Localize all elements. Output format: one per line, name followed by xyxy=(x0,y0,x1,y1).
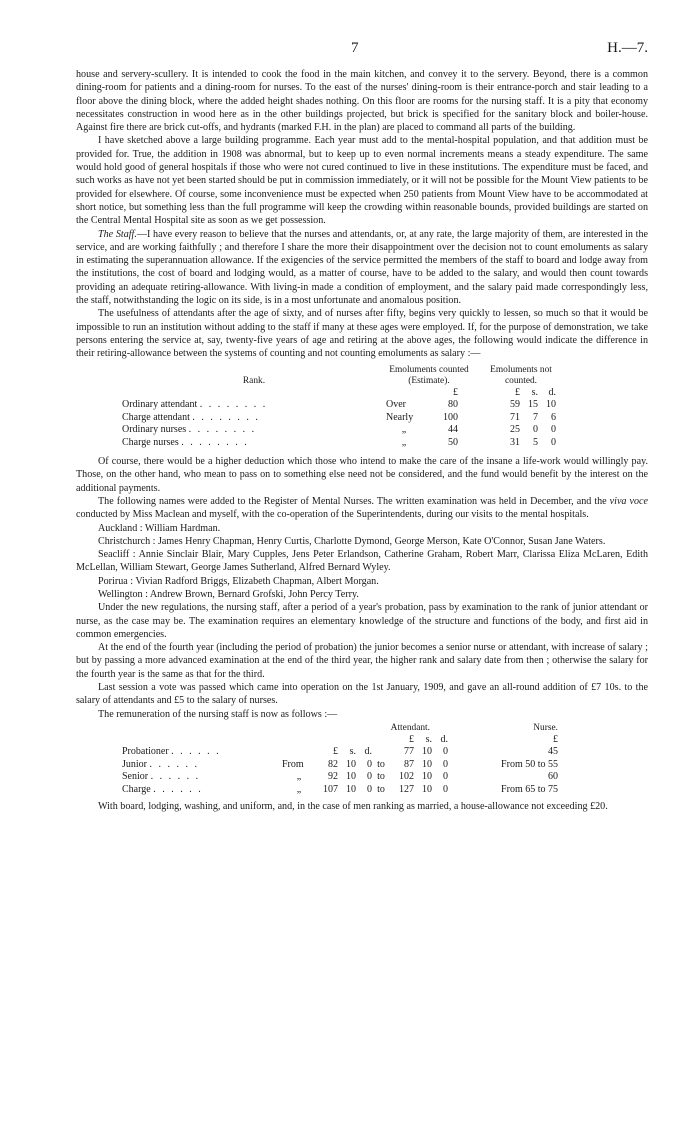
table-row: Charge . . . . . . „ 107 10 0 to 127 10 0 From 65 to 75 xyxy=(122,784,572,797)
paragraph-closing: With board, lodging, washing, and uniform, and, in the case of men ranking as married, a house-allowance not exceeding £20. xyxy=(98,801,608,813)
unit-pounds: £ xyxy=(409,733,414,745)
paragraph-deduction: Of course, there would be a higher deduction which those who intend to make the care of the insane a life-work would willingly pay. Those, on the other hand, who mean to pass on to something else need not be considered, and the fund would benefit by the interest on the additional payments. xyxy=(76,456,648,494)
table-row xyxy=(122,437,556,450)
col-header-nurse: Nurse. xyxy=(533,722,558,733)
rank-cell: Probationer . . . . . . xyxy=(122,746,221,758)
viva-voce-text: viva voce xyxy=(609,495,648,507)
paragraph-session-vote: Last session a vote was passed which came into operation on the 1st January, 1909, and gave an all-round addition of £7 10s. to the salary of attendants and £5 to the salary of nurses. xyxy=(76,682,648,707)
col-header-attendant: Attendant. xyxy=(390,722,430,733)
staff-heading: The Staff. xyxy=(98,228,137,240)
unit-pounds: £ xyxy=(515,386,520,398)
col-header-counted: Emoluments counted (Estimate). xyxy=(389,364,469,386)
names-porirua: Porirua : Vivian Radford Briggs, Elizabeth Chapman, Albert Morgan. xyxy=(98,575,379,587)
prefix-cell: „ xyxy=(401,436,407,448)
nurse-cell: From 65 to 75 xyxy=(501,783,558,795)
nurse-cell: 45 xyxy=(548,746,558,758)
prefix-cell: Over xyxy=(386,399,406,411)
counted-cell: 50 xyxy=(448,436,458,448)
page xyxy=(76,40,648,814)
prefix-cell: Nearly xyxy=(386,411,414,423)
unit-nurse: £ xyxy=(553,733,558,745)
nurse-cell: 60 xyxy=(548,771,558,783)
paragraph-regulations: Under the new regulations, the nursing staff, after a period of a year's probation, pass by examination to the rank of junior attendant or nurse, as the case may be. The examination requires an elementary knowledge of the structure and functions of the body, and first aid in common emergencies. xyxy=(76,602,648,640)
nurse-cell: From 50 to 55 xyxy=(501,758,558,770)
rank-cell: Charge . . . . . . xyxy=(122,783,203,795)
counted-cell: 44 xyxy=(448,424,458,436)
not-counted-cell: 25 0 0 xyxy=(510,424,556,436)
staff-text: —I have every reason to believe that the nurses and attendants, or, at any rate, the large majority of them, are interested in the service, and are working faithfully ; and therefore I share the more their disappointment over the decision not to count emoluments as salary in estimating the superannuation allowance. If the exigencies of the service permitted the members of the staff to board and lodge away from the institutions, the cost of board and lodging would, as a matter of course, have to be added to the salary, and would then count towards providing an adequate retiring-allowance. With living-in made a condition of employment, and the salary paid made correspondingly less, the staff, notwithstanding the logic on its side, is in a most unfortunate and anomalous position. xyxy=(76,228,648,307)
rank-cell: Junior . . . . . . xyxy=(122,758,199,770)
rank-cell: Ordinary nurses . . . . . . . . xyxy=(122,424,257,436)
rank-cell: Charge attendant . . . . . . . . xyxy=(122,411,260,423)
paragraph-programme: I have sketched above a large building programme. Each year must add to the mental-hospital population, and that addition must be provided for. True, the addition in 1908 was abnormal, but to keep up to even normal increments means a steady expenditure. The same would hold good of general hospitals if those who were not cured continued to live in these institutions. The expenditure must be faced, and such works as have not yet been started should be put in commission immediately, or it will not be possible for the Mount View patients to be provided for elsewhere. Of course, some inconvenience must be expected when 250 patients from Mount View have to be accommodated at short notice, but something less than the full programme will keep the crowding within reasonable bounds, provided buildings are started on the Central Mental Hospital site as soon as we get possession. xyxy=(76,135,648,227)
unit-pence: d. xyxy=(440,733,448,745)
page-number: 7 xyxy=(351,40,359,56)
page-header xyxy=(76,40,648,68)
rank-cell: Charge nurses . . . . . . . . xyxy=(122,436,249,448)
table-row: Senior . . . . . . „ 92 10 0 to 102 10 0 60 xyxy=(122,771,572,784)
table-row xyxy=(122,399,556,412)
names-christchurch: Christchurch : James Henry Chapman, Henry Curtis, Charlotte Dymond, George Merson, Kate O'Connor, Susan Jane Waters. xyxy=(98,535,606,547)
paragraph-building: house and servery-scullery. It is intended to cook the food in the main kitchen, and convey it to the servery. Beyond, there is a common dining-room for patients and a dining-room for nurses. To the east of the nurses' dining-room is their entrance-porch and stair leading to a floor above the dining block, where the added height shades nothing. On this floor are rooms for the nursing staff. It is a pity that economy necessitates construction in wood here as in the other buildings projected, but brick is specified for the sanitary block and boiler-house. Against fire there are brick cut-offs, and hydrants (marked F.H. in the plan) are placed to command all parts of the building. xyxy=(76,69,648,134)
paragraph-register: The following names were added to the Register of Mental Nurses. The written examination was held in December, and the viva voce conducted by Miss Maclean and myself, with the co-operation of the Superintendents, during our visits to the mental hospitals. xyxy=(76,495,648,521)
paragraph-staff xyxy=(76,228,648,308)
counted-cell: 80 xyxy=(448,399,458,411)
col-header-not-counted: Emoluments not counted. xyxy=(490,364,552,386)
names-wellington: Wellington : Andrew Brown, Bernard Grofski, John Percy Terry. xyxy=(98,589,359,600)
document-reference: H.—7. xyxy=(607,40,648,56)
not-counted-cell: 31 5 0 xyxy=(510,436,556,448)
retiring-allowance-table xyxy=(122,365,556,450)
rank-cell: Ordinary attendant . . . . . . . . xyxy=(122,399,268,411)
prefix-cell: „ xyxy=(401,424,407,436)
paragraph-fourth-year: At the end of the fourth year (including the period of probation) the junior becomes a senior nurse or attendant, with increase of salary ; but by passing a more advanced examination at the end of the third year, the higher rank and salary date from then ; otherwise the salary for the fourth year is the same as that for the third. xyxy=(76,642,648,680)
unit-pounds: £ xyxy=(333,746,338,758)
col-header-rank: Rank. xyxy=(242,375,266,386)
unit-shillings: s. xyxy=(531,386,538,398)
names-seacliff: Seacliff : Annie Sinclair Blair, Mary Cupples, Jens Peter Erlandson, Catherine Graham, Robert Marr, Clarissa Eliza McLaren, Edith McLellan, William Stewart, George James Sutherland, Alfred Bernard Wyley. xyxy=(76,549,648,574)
not-counted-cell: 59 15 10 xyxy=(510,399,556,411)
unit-pence: d. xyxy=(548,386,556,398)
unit-shillings: s. xyxy=(349,746,356,758)
paragraph-remuneration-intro: The remuneration of the nursing staff is now as follows :— xyxy=(98,708,338,720)
not-counted-cell: 71 7 6 xyxy=(510,411,556,423)
paragraph-usefulness: The usefulness of attendants after the age of sixty, and of nurses after fifty, begins very quickly to lessen, so much so that it would be impossible to run an institution without adding to the staff if many at these ages were employed. If, for the purpose of demonstration, we take persons entering the service at, say, twenty-five years of age and retiring at the above ages, the following would indicate the difference in their retiring-allowance between the systems of counting and not counting emoluments as salary :— xyxy=(76,308,648,360)
table-row: Junior . . . . . . From 82 10 0 to 87 10 0 From 50 to 55 xyxy=(122,759,572,772)
rank-cell: Senior . . . . . . xyxy=(122,771,201,783)
counted-cell: 100 xyxy=(443,411,458,423)
unit-pence: d. xyxy=(364,746,372,758)
unit-counted: £ xyxy=(453,386,458,398)
names-auckland: Auckland : William Hardman. xyxy=(98,522,221,534)
unit-shillings: s. xyxy=(425,733,432,745)
remuneration-table: Attendant. Nurse. £ s. d. £ Probationer . . . . . . £ s. d. 77 10 0 45 Junior . . . . . . From 82 10 0 to 87 10 0 From 50 to 55 Senior . . . . . . „ 92 10 0 to 102 10 0 60 Charge . . . . . . „ 107 10 0 to 127 10 0 From 65 to 75 xyxy=(122,723,572,797)
table-row xyxy=(122,412,556,425)
table-row xyxy=(122,424,556,437)
